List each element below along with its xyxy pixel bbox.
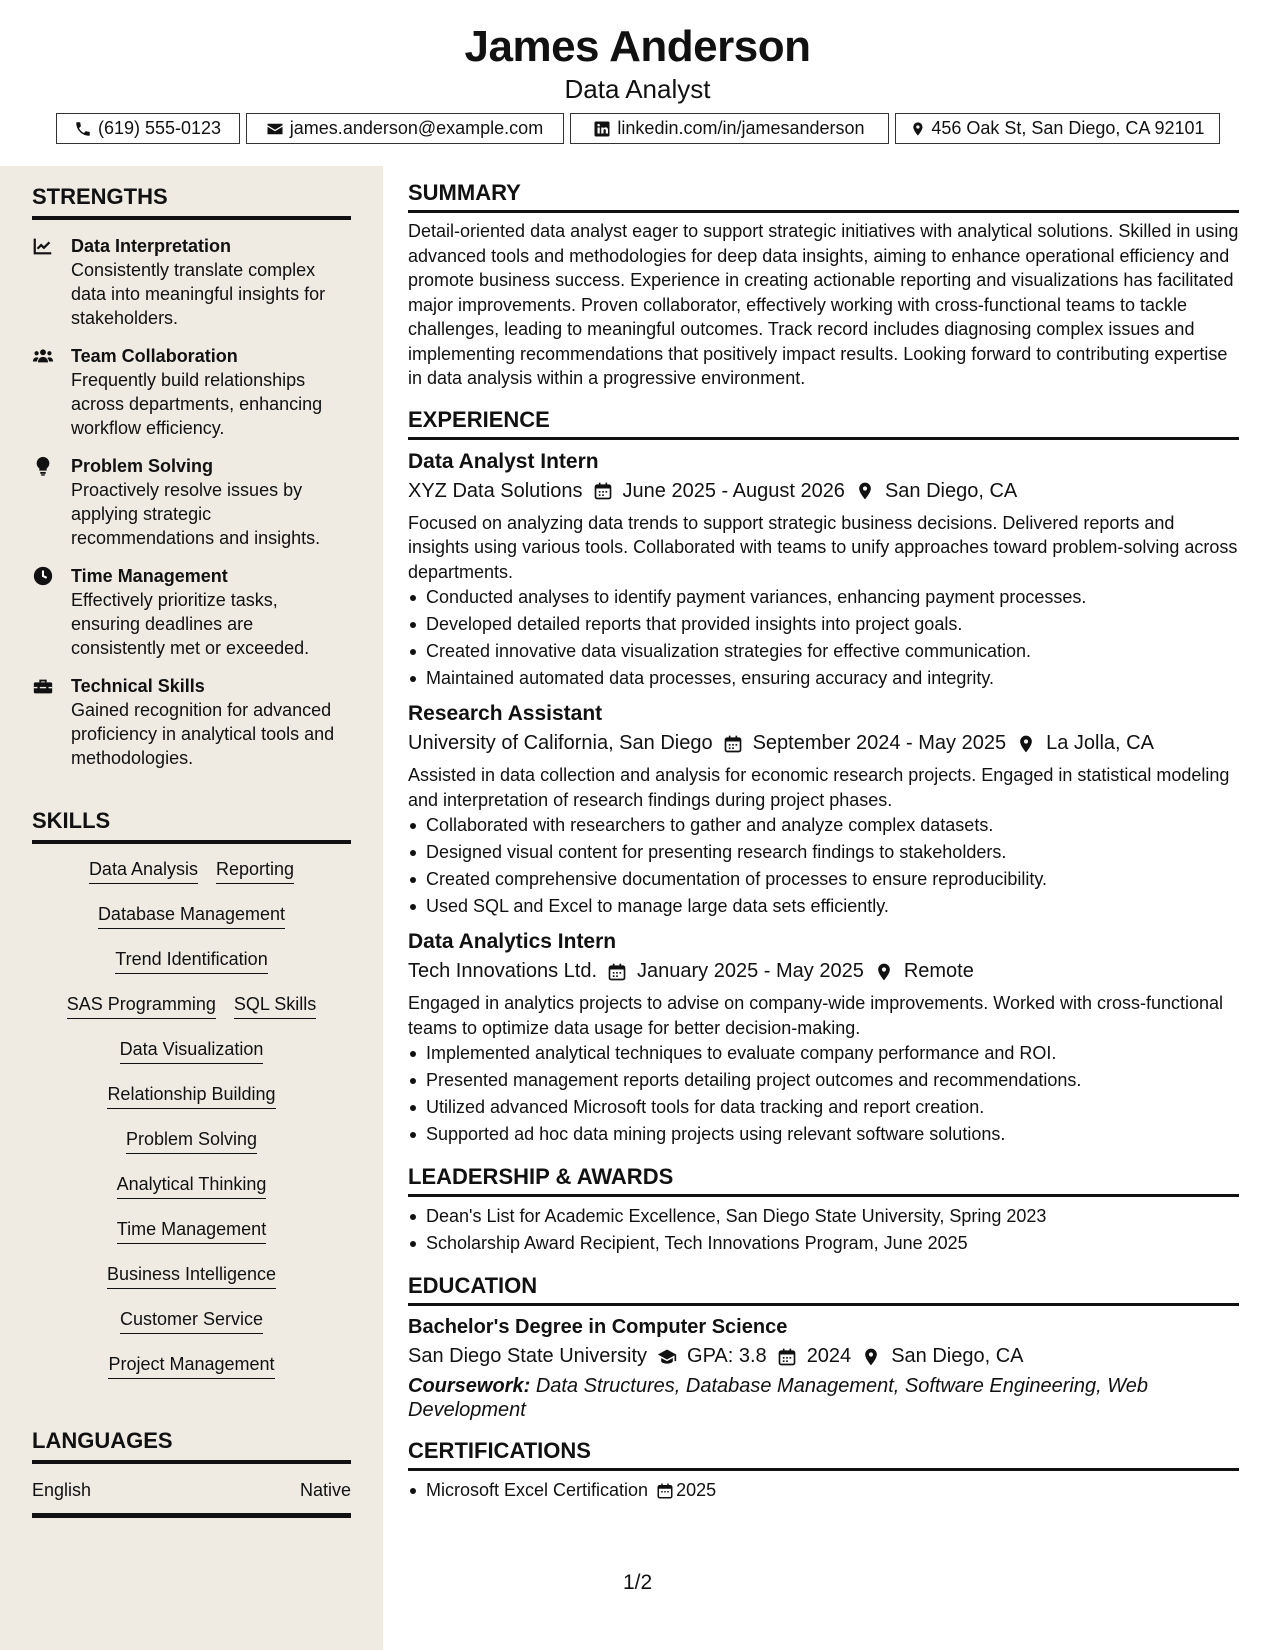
skill-row [32,993,351,1038]
strengths-heading: STRENGTHS [32,184,351,220]
skill-tag: Project Management [108,1353,274,1379]
strength-desc: Frequently build relationships across departments, enhancing workflow efficiency. [71,370,323,438]
awards-section [408,1164,1239,1257]
skill-row [32,1083,351,1128]
education-heading: EDUCATION [408,1273,1239,1306]
school-location: San Diego, CA [891,1345,1024,1367]
awards-list [408,1203,1239,1257]
graduation-cap-icon [657,1347,677,1367]
experience-heading: EXPERIENCE [408,407,1239,440]
school-name: San Diego State University [408,1345,648,1367]
skill-tag: Reporting [216,858,294,884]
degree-title: Bachelor's Degree in Computer Science [408,1316,788,1338]
skill-row [32,1218,351,1263]
skill-tag: Relationship Building [107,1083,275,1109]
job-bullets [408,584,1239,692]
award-item: Scholarship Award Recipient, Tech Innovations Program, June 2025 [408,1230,1239,1257]
skills-list [32,858,351,1398]
strength-title: Data Interpretation [71,236,232,256]
skills-section [32,808,351,1398]
skill-tag: SAS Programming [67,993,216,1019]
contact-row [0,113,1275,144]
toolbox-icon [32,675,54,697]
phone-icon [74,120,92,138]
calendar-icon [593,481,613,501]
certification-item [408,1477,1239,1504]
job-bullet: Designed visual content for presenting research findings to stakeholders. [408,839,1239,866]
award-item: Dean's List for Academic Excellence, San Diego State University, Spring 2023 [408,1203,1239,1230]
calendar-icon [777,1347,797,1367]
strength-item [32,674,351,770]
contact-email[interactable] [246,113,564,144]
job-bullet: Created innovative data visualization strategies for effective communication. [408,638,1239,665]
summary-text: Detail-oriented data analyst eager to support strategic initiatives with analytical solutions. Skilled in using advanced tools and methodologies for deep data insights, aiming to enhance operational efficiency and promote business success. Experience in creating actionable reporting and visualizations has facilitated major improvements. Proven collaborator, effectively working with cross-functional teams to tackle challenges, leading to meaningful outcomes. Track record includes diagnosing complex issues and implementing recommendations that positively impact results. Looking forward to contributing expertise in data analysis within a progressive environment. [408,221,1239,388]
contact-address-text: 456 Oak St, San Diego, CA 92101 [931,118,1205,138]
strength-desc: Consistently translate complex data into meaningful insights for stakeholders. [71,260,326,328]
skill-row [32,1128,351,1173]
job-bullet: Developed detailed reports that provided insights into project goals. [408,611,1239,638]
education-section [408,1273,1239,1422]
skill-tag: Data Analysis [89,858,198,884]
sidebar [0,166,383,1650]
page-number: 1/2 [623,1571,653,1594]
skill-row [32,1173,351,1218]
job-bullet: Created comprehensive documentation of processes to ensure reproducibility. [408,866,1239,893]
job-location: San Diego, CA [884,479,1018,502]
job-location: La Jolla, CA [1046,732,1154,754]
job-description: Engaged in analytics projects to advise on company-wide improvements. Worked with cross-functional teams to optimize data usage for better decision-making. [408,993,1224,1038]
job-company: University of California, San Diego [408,732,713,754]
calendar-icon [656,1482,674,1500]
job-meta [408,960,1239,983]
envelope-icon [266,120,284,138]
calendar-icon [607,962,627,982]
job-company: Tech Innovations Ltd. [408,960,598,982]
job-bullets [408,812,1239,920]
contact-email-text: james.anderson@example.com [289,118,544,138]
strength-title: Problem Solving [71,456,214,476]
map-pin-icon [910,120,926,138]
certifications-heading: CERTIFICATIONS [408,1438,1239,1471]
job-bullet: Supported ad hoc data mining projects using relevant software solutions. [408,1121,1239,1148]
strength-title: Time Management [71,566,228,586]
job-meta [408,732,1239,755]
education-meta [408,1345,1239,1368]
awards-heading: LEADERSHIP & AWARDS [408,1164,1239,1197]
strength-item [32,344,351,440]
job-dates: June 2025 - August 2026 [622,479,845,502]
strength-desc: Gained recognition for advanced proficiency in analytical tools and methodologies. [71,700,335,768]
gpa: GPA: 3.8 [687,1345,767,1367]
contact-phone[interactable] [56,113,240,144]
certifications-section [408,1438,1239,1504]
skill-tag: Data Visualization [120,1038,264,1064]
certification-year: 2025 [676,1480,717,1500]
job-entry [408,450,1239,693]
map-pin-icon [874,962,894,982]
chart-line-icon [32,235,54,257]
job-dates: September 2024 - May 2025 [752,732,1007,754]
strength-desc: Proactively resolve issues by applying strategic recommendations and insights. [71,480,321,548]
job-entry [408,702,1239,920]
map-pin-icon [1016,734,1036,754]
job-bullet: Utilized advanced Microsoft tools for data tracking and report creation. [408,1094,1239,1121]
certifications-list [408,1477,1239,1504]
skill-row [32,1353,351,1398]
summary-section [408,180,1239,391]
skill-tag: Trend Identification [115,948,267,974]
skill-row [32,903,351,948]
skill-row [32,858,351,903]
skill-row [32,1308,351,1353]
skill-tag: Customer Service [120,1308,263,1334]
linkedin-icon [593,120,611,138]
job-meta [408,480,1239,503]
strength-title: Technical Skills [71,676,205,696]
summary-heading: SUMMARY [408,180,1239,213]
job-title: Research Assistant [408,702,603,725]
skill-tag: Analytical Thinking [117,1173,267,1199]
skill-tag: Database Management [98,903,285,929]
users-icon [32,345,54,367]
job-location: Remote [903,960,974,982]
job-entry [408,930,1239,1148]
job-bullet: Maintained automated data processes, ensuring accuracy and integrity. [408,665,1239,692]
strengths-section [32,184,351,770]
strength-desc: Effectively prioritize tasks, ensuring deadlines are consistently met or exceeded. [71,590,310,658]
coursework-list: Data Structures, Database Management, Software Engineering, Web Development [408,1375,1148,1421]
contact-address[interactable] [895,113,1220,144]
job-dates: January 2025 - May 2025 [637,960,864,982]
certification-name: Microsoft Excel Certification [426,1480,649,1500]
strength-item [32,454,351,550]
language-name: English [32,1480,92,1500]
main-content [408,180,1239,1504]
skill-tag: Problem Solving [126,1128,257,1154]
calendar-icon [723,734,743,754]
job-description: Assisted in data collection and analysis for economic research projects. Engaged in statistical modeling and interpretation of research findings during project phases. [408,765,1230,810]
coursework [408,1374,1239,1422]
candidate-title: Data Analyst [564,74,711,104]
contact-linkedin[interactable] [570,113,889,144]
job-title: Data Analyst Intern [408,449,599,473]
job-bullet: Collaborated with researchers to gather and analyze complex datasets. [408,812,1239,839]
job-description: Focused on analyzing data trends to support strategic business decisions. Delivered reports and insights using various tools. Collaborated with teams to unify approaches toward problem-solving across departments. [408,512,1238,582]
job-bullet: Presented management reports detailing project outcomes and recommendations. [408,1067,1239,1094]
languages-heading: LANGUAGES [32,1428,351,1464]
job-bullet: Implemented analytical techniques to evaluate company performance and ROI. [408,1040,1239,1067]
skill-tag: Business Intelligence [107,1263,276,1289]
strength-item [32,564,351,660]
graduation-year: 2024 [806,1345,852,1367]
skill-row [32,948,351,993]
resume-header [0,0,1275,160]
strength-title: Team Collaboration [71,346,238,366]
skills-heading: SKILLS [32,808,351,844]
strength-item [32,234,351,330]
contact-linkedin-text: linkedin.com/in/jamesanderson [617,118,865,138]
skill-row [32,1038,351,1083]
language-level: Native [299,1480,351,1500]
coursework-label: Coursework: [408,1375,531,1397]
contact-phone-text: (619) 555-0123 [97,118,222,138]
language-row [32,1464,351,1518]
clock-icon [32,565,54,587]
skill-row [32,1263,351,1308]
job-bullets [408,1040,1239,1148]
candidate-name: James Anderson [464,22,811,71]
job-company: XYZ Data Solutions [408,479,583,502]
lightbulb-icon [32,455,54,477]
languages-section [32,1428,351,1518]
job-bullet: Used SQL and Excel to manage large data sets efficiently. [408,893,1239,920]
map-pin-icon [855,481,875,501]
map-pin-icon [861,1347,881,1367]
experience-section [408,407,1239,1149]
job-bullet: Conducted analyses to identify payment variances, enhancing payment processes. [408,584,1239,611]
job-title: Data Analytics Intern [408,930,617,953]
skill-tag: SQL Skills [234,993,316,1019]
skill-tag: Time Management [117,1218,266,1244]
